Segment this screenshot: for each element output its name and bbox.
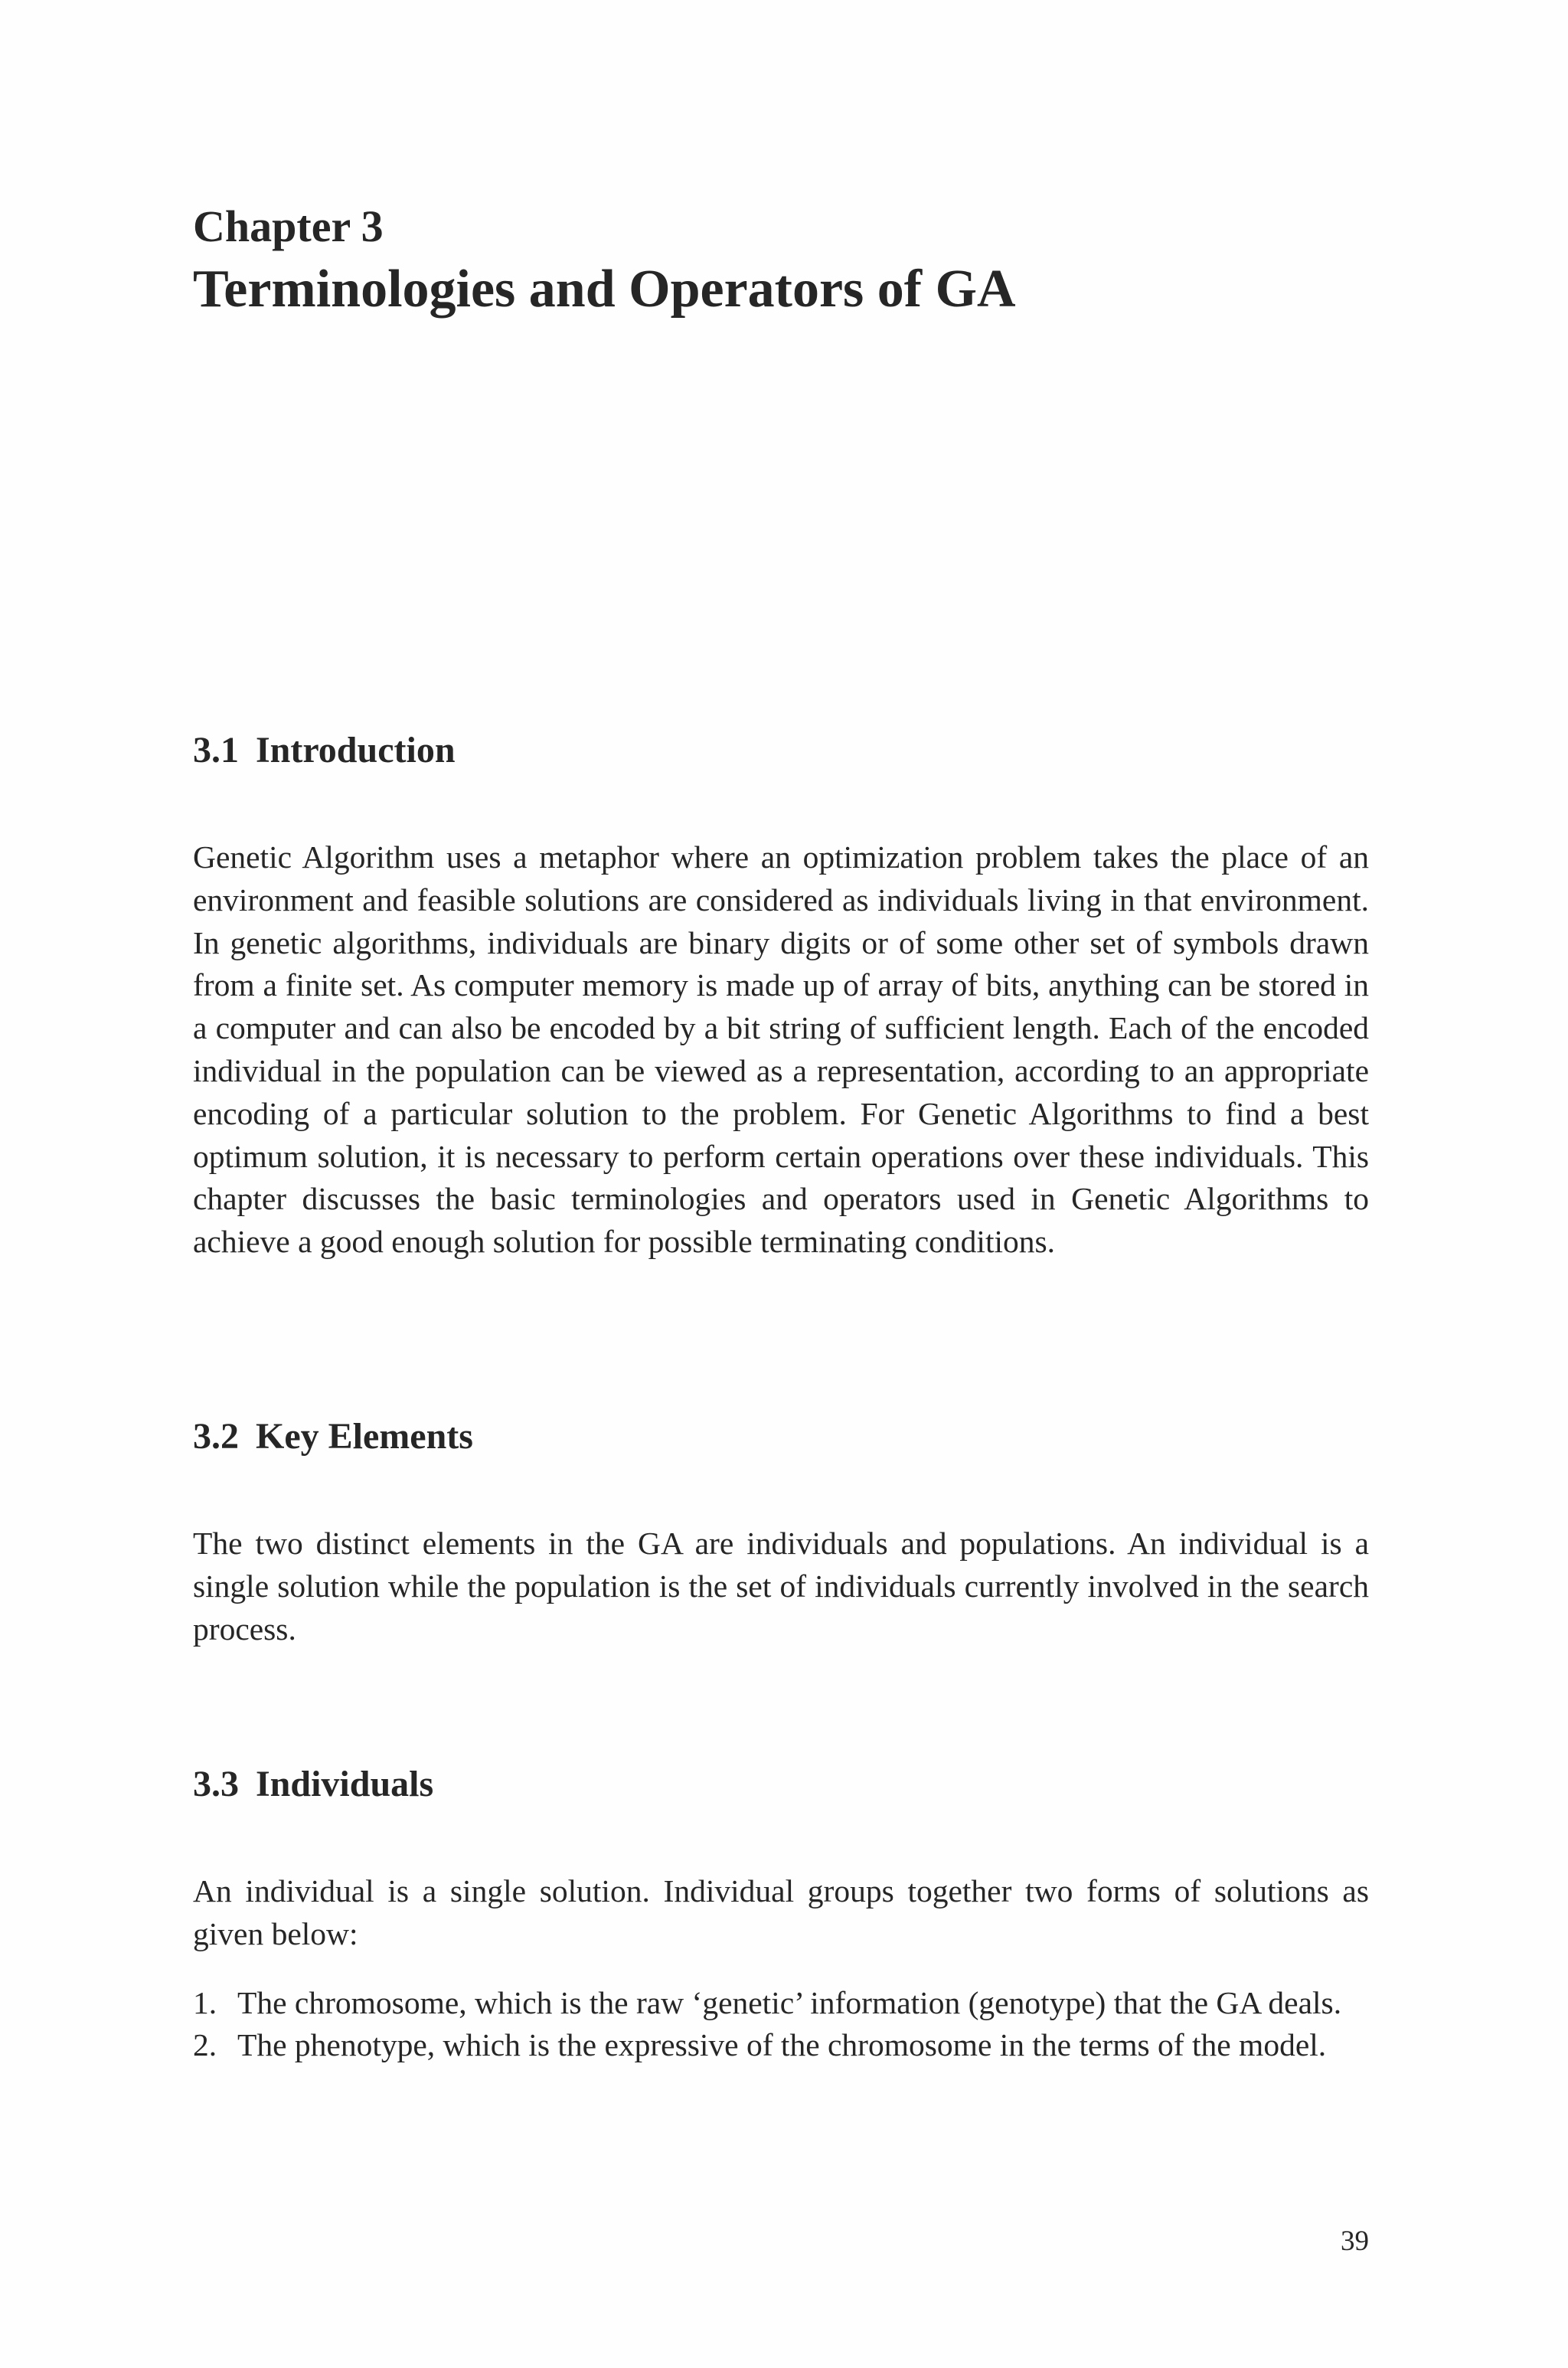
section-number: 3.3 [193,1764,239,1804]
book-page [193,0,1369,2368]
paragraph: The two distinct elements in the GA are individuals and populations. An individual is a single solution while the population is the set of individuals currently involved in the search process. [193,1526,1369,1647]
list-marker: 2. [193,2027,217,2063]
section-individuals [193,1761,1369,2067]
section-key-elements [193,1414,1369,1650]
list-marker: 1. [193,1984,217,2020]
chapter-title: Terminologies and Operators of GA [193,260,1016,319]
paragraph: An individual is a single solution. Individual groups together two forms of solutions as given below: [193,1873,1369,1951]
section-heading [193,1761,1369,1807]
section-title: Individuals [256,1764,434,1804]
paragraph: Genetic Algorithm uses a metaphor where an optimization problem takes the place of an environment and feasible solutions are considered as individuals living in that environment. In genetic algorithms, individuals are binary digits or of some other set of symbols drawn from a finite set. As computer memory is made up of array of bits, anything can be stored in a computer and can also be encoded by a bit string of sufficient length. Each of the encoded individual in the population can be viewed as a representation, according to an appropriate encoding of a particular solution to the problem. For Genetic Algorithms to find a best optimum solution, it is necessary to perform certain operations over these individuals. This chapter discusses the basic terminologies and operators used in Genetic Algorithms to achieve a good enough solution for possible terminating conditions. [193,839,1369,1260]
section-number: 3.2 [193,1416,239,1457]
chapter-label: Chapter 3 [193,201,384,251]
page-number: 39 [1341,2226,1369,2257]
section-title: Key Elements [256,1416,473,1457]
numbered-list [193,1982,1369,2068]
section-introduction [193,728,1369,1264]
list-item [193,1982,1369,2025]
section-heading [193,728,1369,774]
section-number: 3.1 [193,730,239,770]
list-item [193,2024,1369,2067]
section-heading [193,1414,1369,1460]
list-item-text: The phenotype, which is the expressive of the chromosome in the terms of the model. [237,2027,1327,2063]
list-item-text: The chromosome, which is the raw ‘genetic’ information (genotype) that the GA deals. [237,1984,1342,2020]
section-title: Introduction [256,730,456,770]
